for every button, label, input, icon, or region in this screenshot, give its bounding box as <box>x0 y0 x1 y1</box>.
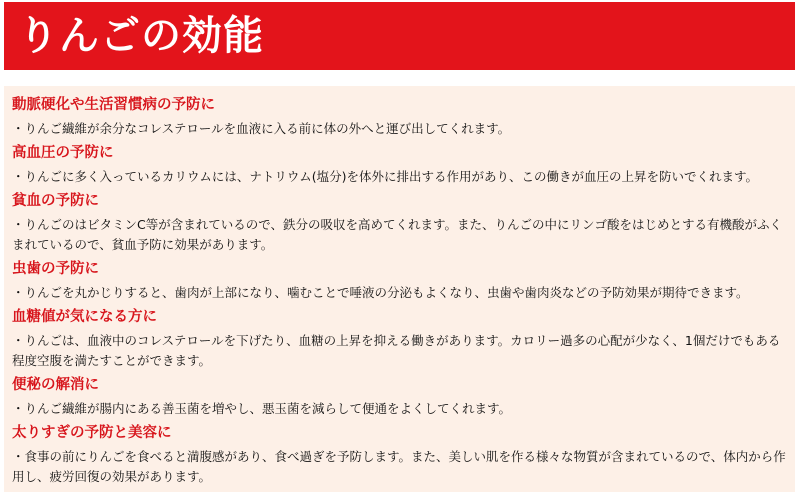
section-tooth-decay <box>12 259 787 303</box>
page-title: りんごの効能 <box>18 13 264 59</box>
section-heading: 太りすぎの予防と美容に <box>12 425 172 441</box>
section-heading: 便秘の解消に <box>12 377 99 393</box>
benefits-panel <box>4 86 795 492</box>
section-body: ・りんごに多く入っているカリウムには、ナトリウム(塩分)を体外に排出する作用があり、この働きが血圧の上昇を防いでくれます。 <box>12 169 759 184</box>
section-heading: 血糖値が気になる方に <box>12 309 157 325</box>
section-arteriosclerosis <box>12 95 787 139</box>
section-hypertension <box>12 143 787 187</box>
section-body: ・りんごのはビタミンC等が含まれているので、鉄分の吸収を高めてくれます。また、りんごの中にリンゴ酸をはじめとする有機酸がふくまれているので、貧血予防に効果があります。 <box>12 217 782 252</box>
section-body: ・りんご繊維が腸内にある善玉菌を増やし、悪玉菌を減らして便通をよくしてくれます。 <box>12 401 512 416</box>
section-body: ・食事の前にりんごを食べると満腹感があり、食べ過ぎを予防します。また、美しい肌を作る様々な物質が含まれているので、体内から作用し、疲労回復の効果があります。 <box>12 449 786 484</box>
section-heading: 動脈硬化や生活習慣病の予防に <box>12 97 215 113</box>
section-heading: 虫歯の予防に <box>12 261 99 277</box>
section-constipation <box>12 375 787 419</box>
section-heading: 高血圧の予防に <box>12 145 114 161</box>
section-obesity-beauty <box>12 423 787 487</box>
section-heading: 貧血の予防に <box>12 193 99 209</box>
title-banner <box>4 2 795 70</box>
section-body: ・りんご繊維が余分なコレステロールを血液に入る前に体の外へと運び出してくれます。 <box>12 121 511 136</box>
section-blood-sugar <box>12 307 787 371</box>
section-anemia <box>12 191 787 255</box>
section-body: ・りんごを丸かじりすると、歯肉が上部になり、噛むことで唾液の分泌もよくなり、虫歯や歯肉炎などの予防効果が期待できます。 <box>12 285 749 300</box>
section-body: ・りんごは、血液中のコレステロールを下げたり、血糖の上昇を抑える働きがあります。カロリー過多の心配が少なく、1個だけでもある程度空腹を満たすことができます。 <box>12 333 781 368</box>
